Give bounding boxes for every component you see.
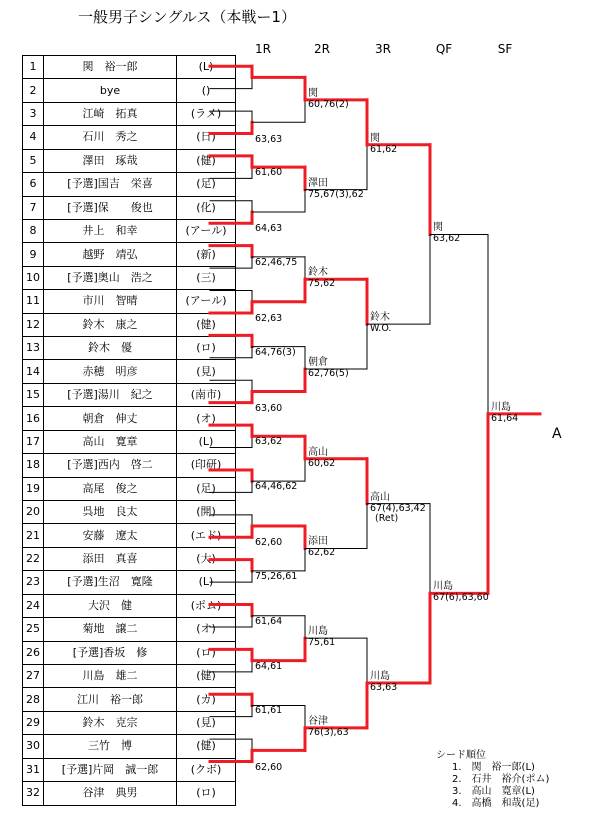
player-name: 市川 智晴 (44, 290, 177, 313)
match-score: 62,76(5) (308, 368, 349, 380)
match-score: 62,62 (308, 547, 336, 559)
round-header-3r: 3R (375, 42, 391, 56)
player-club: (足) (177, 477, 236, 500)
player-name: [予選]西内 啓二 (44, 454, 177, 477)
player-club: (見) (177, 711, 236, 734)
player-name: 菊地 譲二 (44, 618, 177, 641)
round-header-sf: SF (497, 42, 513, 56)
player-name: 石川 秀之 (44, 126, 177, 149)
match-score: 75,61 (308, 637, 336, 649)
player-name: 鈴木 康之 (44, 313, 177, 336)
player-number: 16 (23, 407, 44, 430)
match-score: 63,62 (433, 233, 461, 245)
match-score: 64,61 (255, 660, 283, 672)
player-club: (南市) (177, 383, 236, 406)
winner-name: 川島 (491, 401, 511, 413)
player-club: (オ) (177, 618, 236, 641)
player-club: (アール) (177, 290, 236, 313)
player-club: (エド) (177, 524, 236, 547)
player-number: 22 (23, 547, 44, 570)
match-score: 61,61 (255, 705, 283, 717)
player-number: 24 (23, 594, 44, 617)
player-club: (開) (177, 501, 236, 524)
player-number: 32 (23, 782, 44, 805)
match-score: W.O. (370, 323, 392, 335)
match-score: 64,46,62 (255, 481, 298, 493)
match-score: 67(4),63,42 (370, 502, 426, 514)
player-number: 6 (23, 173, 44, 196)
player-club: (L) (177, 571, 236, 594)
winner-name: 谷津 (308, 715, 328, 727)
winner-name: 高山 (370, 491, 390, 503)
player-name: [予選]奥山 浩之 (44, 266, 177, 289)
player-name: 大沢 健 (44, 594, 177, 617)
winner-name: 川島 (370, 671, 390, 683)
player-number: 4 (23, 126, 44, 149)
player-club: (健) (177, 313, 236, 336)
player-name: [予選]湯川 紀之 (44, 383, 177, 406)
seed-title: シード順位 (436, 750, 486, 761)
winner-name: 川島 (308, 626, 328, 638)
seed-entry: 1. 関 裕一郎(L) (452, 762, 535, 773)
match-score: 63,63 (370, 682, 398, 694)
player-number: 30 (23, 735, 44, 758)
match-score: 62,60 (255, 537, 283, 549)
match-score: 60,62 (308, 457, 336, 469)
player-name: bye (44, 79, 177, 102)
player-name: 高山 寛章 (44, 430, 177, 453)
winner-name: 川島 (433, 581, 453, 593)
round-header-qf: QF (435, 42, 453, 56)
player-club: (健) (177, 149, 236, 172)
player-number: 3 (23, 102, 44, 125)
player-name: 鈴木 優 (44, 337, 177, 360)
player-number: 31 (23, 758, 44, 781)
player-club: (L) (177, 430, 236, 453)
match-score: 63,63 (255, 133, 283, 145)
seed-entry: 2. 石井 裕介(ポム) (452, 774, 550, 785)
player-name: 関 裕一郎 (44, 56, 177, 79)
match-score: 75,26,61 (255, 570, 298, 582)
player-number: 26 (23, 641, 44, 664)
match-score: 61,64 (491, 412, 519, 424)
player-club: (健) (177, 664, 236, 687)
player-club: (印研) (177, 454, 236, 477)
player-number: 17 (23, 430, 44, 453)
player-number: 12 (23, 313, 44, 336)
match-score: 64,76(3) (255, 346, 296, 358)
match-score: 63,60 (255, 402, 283, 414)
player-number: 27 (23, 664, 44, 687)
seed-entry: 4. 高橋 和哉(足) (452, 798, 540, 809)
winner-name: 朝倉 (308, 357, 328, 369)
player-name: 谷津 典男 (44, 782, 177, 805)
match-score: 62,63 (255, 312, 283, 324)
player-name: 澤田 琢哉 (44, 149, 177, 172)
player-name: [予選]生沼 寛隆 (44, 571, 177, 594)
player-number: 20 (23, 501, 44, 524)
player-number: 19 (23, 477, 44, 500)
match-score: 63,62 (255, 436, 283, 448)
player-number: 1 (23, 56, 44, 79)
page-title: 一般男子シングルス（本戦ー1） (78, 8, 296, 26)
player-club: (ポム) (177, 594, 236, 617)
player-name: 呉地 良太 (44, 501, 177, 524)
player-name: 越野 靖弘 (44, 243, 177, 266)
player-club: (ラメ) (177, 102, 236, 125)
player-name: 三竹 博 (44, 735, 177, 758)
player-number: 14 (23, 360, 44, 383)
player-name: 江川 裕一郎 (44, 688, 177, 711)
match-score: 75,67(3),62 (308, 188, 364, 200)
player-club: (新) (177, 243, 236, 266)
match-score: 64,63 (255, 223, 283, 235)
winner-name: 澤田 (308, 177, 328, 189)
match-score: 62,60 (255, 761, 283, 773)
player-club: (L) (177, 56, 236, 79)
player-name: [予選]保 俊也 (44, 196, 177, 219)
player-club: (ロ) (177, 641, 236, 664)
player-name: 高尾 俊之 (44, 477, 177, 500)
player-name: [予選]国吉 栄喜 (44, 173, 177, 196)
round-header-2r: 2R (314, 42, 330, 56)
winner-name: 関 (308, 87, 318, 99)
player-name: 朝倉 伸丈 (44, 407, 177, 430)
player-club: (日) (177, 126, 236, 149)
winner-name: 鈴木 (308, 267, 328, 279)
player-name: [予選]香坂 修 (44, 641, 177, 664)
player-number: 28 (23, 688, 44, 711)
player-number: 2 (23, 79, 44, 102)
match-score: 61,62 (370, 143, 398, 155)
match-score: 61,60 (255, 167, 283, 179)
round-header-1r: 1R (255, 42, 271, 56)
seed-entry: 3. 高山 寛章(L) (452, 786, 535, 797)
player-club: (健) (177, 735, 236, 758)
player-club: (アール) (177, 219, 236, 242)
player-name: 鈴木 克宗 (44, 711, 177, 734)
player-name: 添田 真喜 (44, 547, 177, 570)
player-club: (クボ) (177, 758, 236, 781)
player-club: () (177, 79, 236, 102)
player-number: 23 (23, 571, 44, 594)
player-number: 11 (23, 290, 44, 313)
player-number: 5 (23, 149, 44, 172)
player-club: (見) (177, 360, 236, 383)
player-club: (オ) (177, 407, 236, 430)
winner-name: 関 (370, 132, 380, 144)
player-name: 赤穂 明彦 (44, 360, 177, 383)
player-club: (ロ) (177, 782, 236, 805)
match-score: 61,64 (255, 615, 283, 627)
player-club: (カ) (177, 688, 236, 711)
match-score: 62,46,75 (255, 256, 298, 268)
player-number: 15 (23, 383, 44, 406)
match-score: 75,62 (308, 278, 336, 290)
player-number: 21 (23, 524, 44, 547)
player-club: (大) (177, 547, 236, 570)
player-number: 25 (23, 618, 44, 641)
player-club: (ロ) (177, 337, 236, 360)
seed-list (436, 750, 549, 810)
winner-name: 添田 (308, 536, 328, 548)
player-name: [予選]片岡 誠一郎 (44, 758, 177, 781)
player-club: (化) (177, 196, 236, 219)
winner-name: 関 (433, 222, 443, 234)
player-number: 29 (23, 711, 44, 734)
player-club: (三) (177, 266, 236, 289)
player-name: 江崎 拓真 (44, 102, 177, 125)
match-score: 76(3),63 (308, 726, 349, 738)
player-number: 8 (23, 219, 44, 242)
player-club: (足) (177, 173, 236, 196)
match-score: 67(6),63,60 (433, 592, 489, 604)
match-score: 60,76(2) (308, 98, 349, 110)
winner-name: 鈴木 (370, 312, 390, 324)
player-number: 9 (23, 243, 44, 266)
player-number: 7 (23, 196, 44, 219)
player-name: 井上 和幸 (44, 219, 177, 242)
final-position-label: A (552, 426, 562, 442)
player-number: 13 (23, 337, 44, 360)
player-name: 川島 雄二 (44, 664, 177, 687)
match-score: (Ret) (375, 512, 399, 524)
winner-name: 高山 (308, 446, 328, 458)
player-name: 安藤 遼太 (44, 524, 177, 547)
player-number: 10 (23, 266, 44, 289)
player-number: 18 (23, 454, 44, 477)
